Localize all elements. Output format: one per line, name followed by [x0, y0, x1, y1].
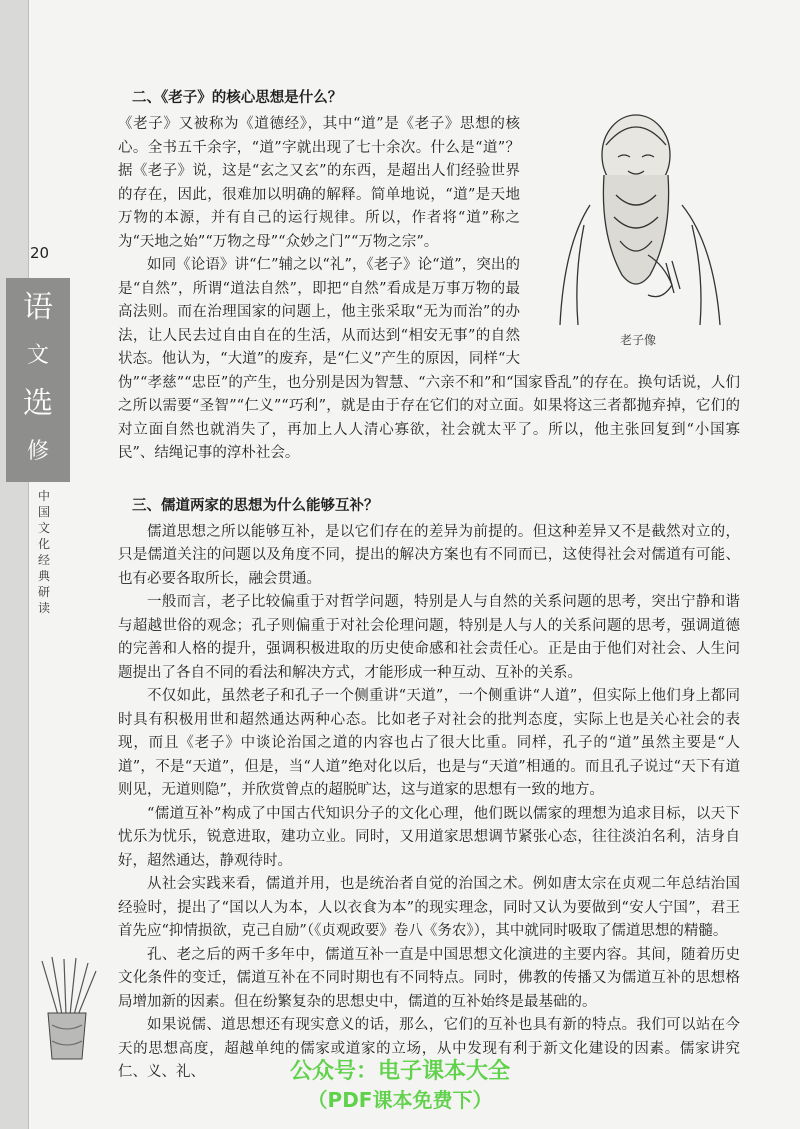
paragraph: “儒道互补”构成了中国古代知识分子的文化心理，他们既以儒家的理想为追求目标，以天下忧乐为忧乐，锐意进取，建功立业。同时，又用道家思想调节紧张心态，往往淡泊名利，洁身自好，超然通达，静观待时。: [118, 805, 740, 869]
paragraph: 《老子》又被称为《道德经》，其中“道”是《老子》思想的核心。全书五千余字，“道”字就出现了七十余次。什么是“道”？据《老子》说，这是“玄之又玄”的东西，是超出人们经验世界的存在，因此，很难加以明确的解释。简单地说，“道”是天地万物的本源，并有自己的运行规律。所以，作者将“道”称之为“天地之始”“万物之母”“众妙之门”“万物之宗”。: [118, 116, 520, 250]
laozi-portrait-figure: [532, 105, 744, 351]
main-content: [118, 86, 740, 1085]
paragraph: 不仅如此，虽然老子和孔子一个侧重讲“天道”，一个侧重讲“人道”，但实际上他们身上都同时具有积极用世和超然通达两种心态。比如老子对社会的批判态度，实际上也是关心社会的表现，而且《老子》中谈论治国之道的内容也占了很大比重。同样，孔子的“道”虽然主要是“人道”，不是“天道”，但是，当“人道”绝对化以后，也是与“天道”相通的。而且孔子说过“天下有道则见，无道则隐”，并欣赏曾点的超脱旷达，这与道家的思想有一致的地方。: [118, 688, 740, 798]
series-title-char: 修: [26, 439, 49, 464]
paragraph: 从社会实践来看，儒道并用，也是统治者自觉的治国之术。例如唐太宗在贞观二年总结治国经验时，提出了“国以人为本，人以衣食为本”的现实理念，同时又认为要做到“安人宁国”，君王首先应“抑情损欲，克己自励”（《贞观政要》卷八《务农》），其中就同时吸取了儒道思想的精髓。: [118, 876, 740, 939]
portrait-caption: 老子像: [619, 333, 656, 347]
paragraph: 如果说儒、道思想还有现实意义的话，那么，它们的互补也具有新的特点。我们可以站在今天的思想高度，超越单纯的儒家或道家的立场，从中发现有利于新文化建设的因素。儒家讲究仁、义、礼、: [118, 1017, 740, 1080]
paragraph: 儒道思想之所以能够互补，是以它们存在的差异为前提的。但这种差异又不是截然对立的，只是儒道关注的问题以及角度不同，提出的解决方案也有不同而已，这使得社会对儒道有可能、也有必要各取所长，融会贯通。: [118, 523, 740, 587]
watermark-line: （PDF课本免费下）: [307, 1088, 493, 1112]
series-title-block: [6, 278, 70, 482]
paragraph: 一般而言，老子比较偏重于对哲学问题，特别是人与自然的关系问题的思考，突出宁静和谐与超越世俗的观念；孔子则偏重于对社会伦理问题，特别是人与人的关系问题的思考，强调道德的完善和人格的提升，强调积极进取的历史使命感和社会责任心。正是由于他们对社会、人生问题提出了各自不同的看法和解决方式，才能形成一种互动、互补的关系。: [118, 594, 740, 681]
section-heading: 二、《老子》的核心思想是什么？: [132, 90, 343, 106]
book-title-vertical: 中国文化经典研读: [37, 489, 50, 615]
brush-pot-illustration: [28, 955, 106, 1065]
paragraph: 如同《论语》讲“仁”辅之以“礼”，《老子》论“道”，突出的是“自然”，所谓“道法自然”，即把“自然”看成是万事万物的最高法则。而在治理国家的问题上，他主张采取“无为而治”的办法，让人民去过自由自在的生活，从而达到“相安无事”的自然状态。他认为，“大道”的废弃，是“仁义”产生的原因，同样“大伪”“孝慈”“忠臣”的产生，也分别是因为智慧、“六亲不和”和“国家昏乱”的存在。换句话说，人们之所以需要“圣智”“仁义”“巧利”，就是由于存在它们的对立面。如果将这三者都抛弃掉，它们的对立面自然也就消失了，再加上人人清心寡欲，社会就太平了。所以，他主张回复到“小国寡民”、结绳记事的淳朴社会。: [118, 257, 740, 461]
page-number: 20: [30, 244, 50, 262]
series-title-char: 文: [26, 343, 49, 368]
section-heading: 三、儒道两家的思想为什么能够互补？: [132, 497, 379, 514]
paragraph: 孔、老之后的两千多年中，儒道互补一直是中国思想文化演进的主要内容。其间，随着历史文化条件的变迁，儒道互补在不同时期也有不同特点。同时，佛教的传播又为儒道互补的思想格局增加新的因素。但在纷繁复杂的思想史中，儒道的互补始终是最基础的。: [118, 946, 740, 1010]
page-margin-strip: [0, 0, 29, 1129]
series-title-char: 选: [23, 386, 53, 421]
laozi-portrait-icon: [544, 105, 732, 327]
series-title-char: 语: [23, 290, 53, 325]
watermark-line: 公众号：电子课本大全: [289, 1059, 510, 1084]
